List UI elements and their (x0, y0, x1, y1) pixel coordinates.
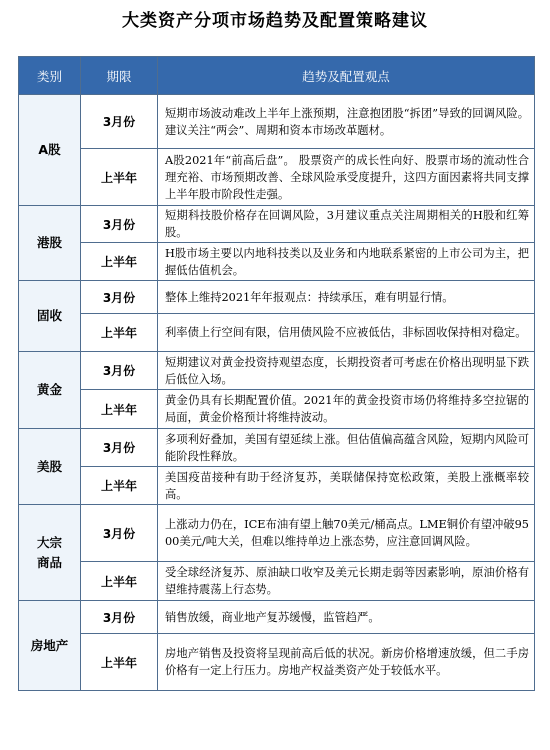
category-cell (19, 505, 81, 601)
header-view: 趋势及配置观点 (158, 57, 535, 95)
category-cell: 港股 (19, 206, 81, 281)
period-cell: 3月份 (81, 281, 158, 314)
header-period: 期限 (81, 57, 158, 95)
view-cell: 利率债上行空间有限，信用债风险不应被低估，非标固收保持相对稳定。 (158, 314, 535, 352)
category-label: 大宗商品 (36, 534, 62, 570)
view-cell: 美国疫苗接种有助于经济复苏，美联储保持宽松政策，美股上涨概率较高。 (158, 467, 535, 505)
category-cell: 房地产 (19, 601, 81, 691)
view-cell: A股2021年“前高后盘”。 股票资产的成长性向好、股票市场的流动性合理充裕、市场预期改善、全球风险承受度提升，这四方面因素将共同支撑上半年股市阶段性走强。 (158, 149, 535, 206)
view-cell: 短期科技股价格存在回调风险，3月建议重点关注周期相关的H股和红筹股。 (158, 206, 535, 243)
period-cell: 3月份 (81, 352, 158, 390)
view-cell: 黄金仍具有长期配置价值。2021年的黄金投资市场仍将维持多空拉锯的局面，黄金价格预计将维持波动。 (158, 390, 535, 429)
category-cell: A股 (19, 95, 81, 206)
table-row (19, 314, 535, 352)
view-cell: 房地产销售及投资将呈现前高后低的状况。新房价格增速放缓，但二手房价格有一定上行压力。房地产权益类资产处于较低水平。 (158, 634, 535, 691)
table-row (19, 601, 535, 634)
strategy-table (18, 56, 535, 691)
period-cell: 3月份 (81, 601, 158, 634)
view-cell: 短期市场波动难改上半年上涨预期，注意抱团股“拆团”导致的回调风险。建议关注“两会”、周期和资本市场改革题材。 (158, 95, 535, 149)
period-cell: 上半年 (81, 149, 158, 206)
table-row (19, 149, 535, 206)
view-cell: H股市场主要以内地科技类以及业务和内地联系紧密的上市公司为主，把握低估值机会。 (158, 243, 535, 281)
table-row (19, 352, 535, 390)
table-row (19, 243, 535, 281)
period-cell: 3月份 (81, 505, 158, 562)
view-cell: 上涨动力仍在，ICE布油有望上触70美元/桶高点。LME铜价有望冲破9500美元/吨大关，但难以维持单边上涨态势，应注意回调风险。 (158, 505, 535, 562)
table-row (19, 281, 535, 314)
view-cell: 整体上维持2021年年报观点：持续承压，难有明显行情。 (158, 281, 535, 314)
view-cell: 短期建议对黄金投资持观望态度，长期投资者可考虑在价格出现明显下跌后低位入场。 (158, 352, 535, 390)
view-cell: 受全球经济复苏、原油缺口收窄及美元长期走弱等因素影响，原油价格有望维持震荡上行态势。 (158, 562, 535, 601)
period-cell: 上半年 (81, 562, 158, 601)
period-cell: 上半年 (81, 243, 158, 281)
table-row (19, 505, 535, 562)
category-cell: 固收 (19, 281, 81, 352)
table-row (19, 562, 535, 601)
period-cell: 3月份 (81, 95, 158, 149)
table-row (19, 390, 535, 429)
table-header-row (19, 57, 535, 95)
period-cell: 上半年 (81, 467, 158, 505)
period-cell: 3月份 (81, 206, 158, 243)
table-row (19, 206, 535, 243)
view-cell: 多项利好叠加，美国有望延续上涨。但估值偏高蕴含风险，短期内风险可能阶段性释放。 (158, 429, 535, 467)
category-cell: 黄金 (19, 352, 81, 429)
table-row (19, 634, 535, 691)
table-row (19, 95, 535, 149)
table-row (19, 429, 535, 467)
period-cell: 上半年 (81, 634, 158, 691)
period-cell: 上半年 (81, 390, 158, 429)
view-cell: 销售放缓，商业地产复苏缓慢，监管趋严。 (158, 601, 535, 634)
page-title: 大类资产分项市场趋势及配置策略建议 (122, 11, 428, 31)
category-cell: 美股 (19, 429, 81, 505)
period-cell: 上半年 (81, 314, 158, 352)
table-row (19, 467, 535, 505)
period-cell: 3月份 (81, 429, 158, 467)
header-category: 类别 (19, 57, 81, 95)
